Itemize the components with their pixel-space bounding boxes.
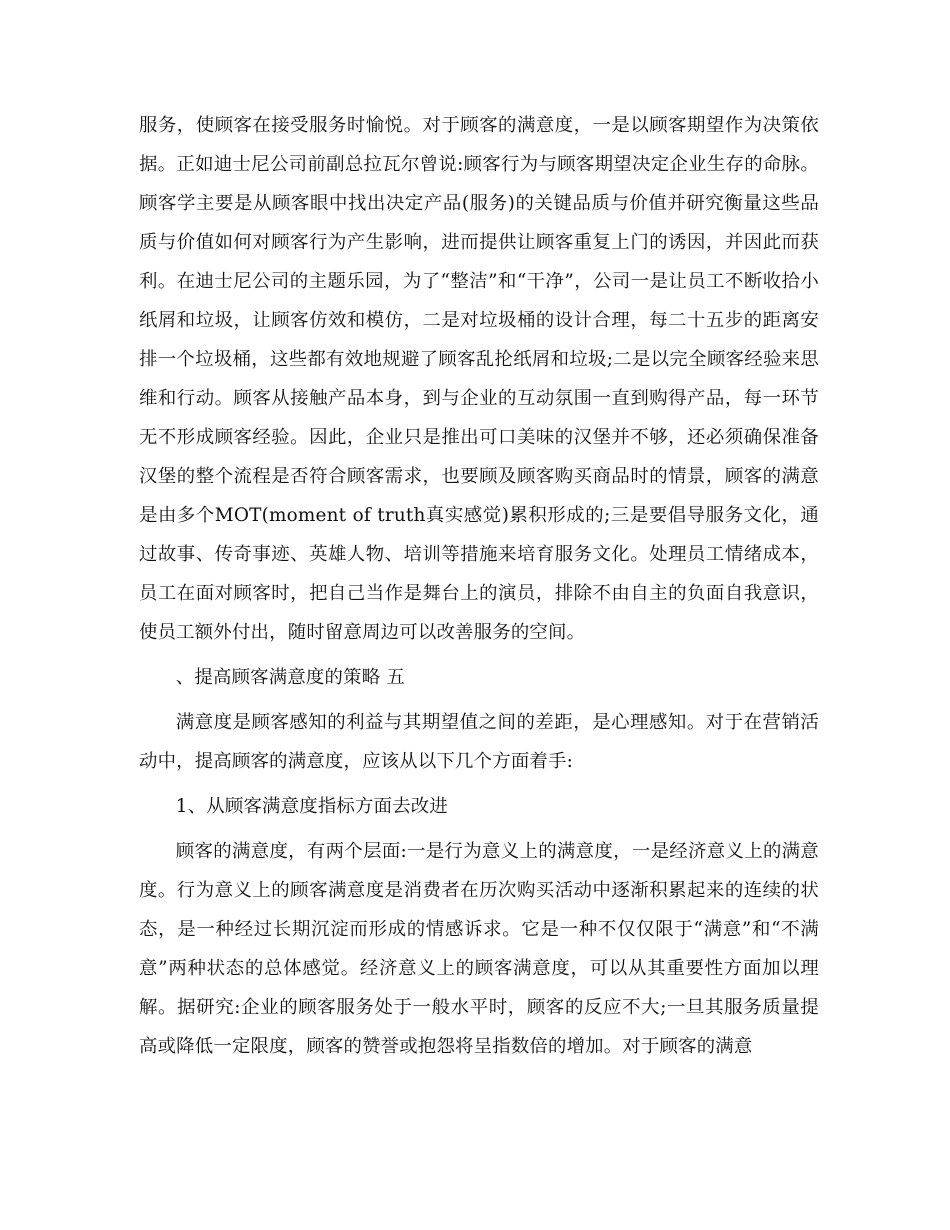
paragraph-disney-service: 服务，使顾客在接受服务时愉悦。对于顾客的满意度，一是以顾客期望作为决策依据。正如迪士尼公司前副总拉瓦尔曾说:顾客行为与顾客期望决定企业生存的命脉。顾客学主要是从顾客眼中找出决定产品(服务)的关键品质与价值并研究衡量这些品质与价值如何对顾客行为产生影响，进而提供让顾客重复上门的诱因，并因此而获利。在迪士尼公司的主题乐园，为了“整洁”和“干净”，公司一是让员工不断收拾小纸屑和垃圾，让顾客仿效和模仿，二是对垃圾桶的设计合理，每二十五步的距离安排一个垃圾桶，这些都有效地规避了顾客乱抡纸屑和垃圾;二是以完全顾客经验来思维和行动。顾客从接触产品本身，到与企业的互动氛围一直到购得产品，每一环节无不形成顾客经验。因此，企业只是推出可口美味的汉堡并不够，还必须确保准备汉堡的整个流程是否符合顾客需求，也要顾及顾客购买商品时的情景，顾客的满意是由多个MOT(moment of truth真实感觉)累积形成的;三是要倡导服务文化，通过故事、传奇事迹、英雄人物、培训等措施来培育服务文化。处理员工情绪成本，员工在面对顾客时，把自己当作是舞台上的演员，排除不由自主的负面自我意识，使员工额外付出，随时留意周边可以改善服务的空间。 bbox=[139, 115, 819, 643]
subheading-satisfaction-indicators: 1、从顾客满意度指标方面去改进 bbox=[175, 796, 448, 817]
paragraph-satisfaction-definition: 满意度是顾客感知的利益与其期望值之间的差距，是心理感知。对于在营销活动中，提高顾客的满意度，应该从以下几个方面着手: bbox=[139, 712, 819, 772]
document-body bbox=[139, 106, 819, 1072]
section-heading-strategy: 、提高顾客满意度的策略 五 bbox=[175, 667, 405, 688]
paragraph-satisfaction-levels: 顾客的满意度，有两个层面:一是行为意义上的满意度，一是经济意义上的满意度。行为意义上的顾客满意度是消费者在历次购买活动中逐渐积累起来的连续的状态，是一种经过长期沉淀而形成的情感诉求。它是一种不仅仅限于“满意”和“不满意”两种状态的总体感觉。经济意义上的顾客满意度，可以从其重要性方面加以理解。据研究:企业的顾客服务处于一般水平时，顾客的反应不大;一旦其服务质量提高或降低一定限度，顾客的赞誉或抱怨将呈指数倍的增加。对于顾客的满意 bbox=[139, 841, 819, 1057]
